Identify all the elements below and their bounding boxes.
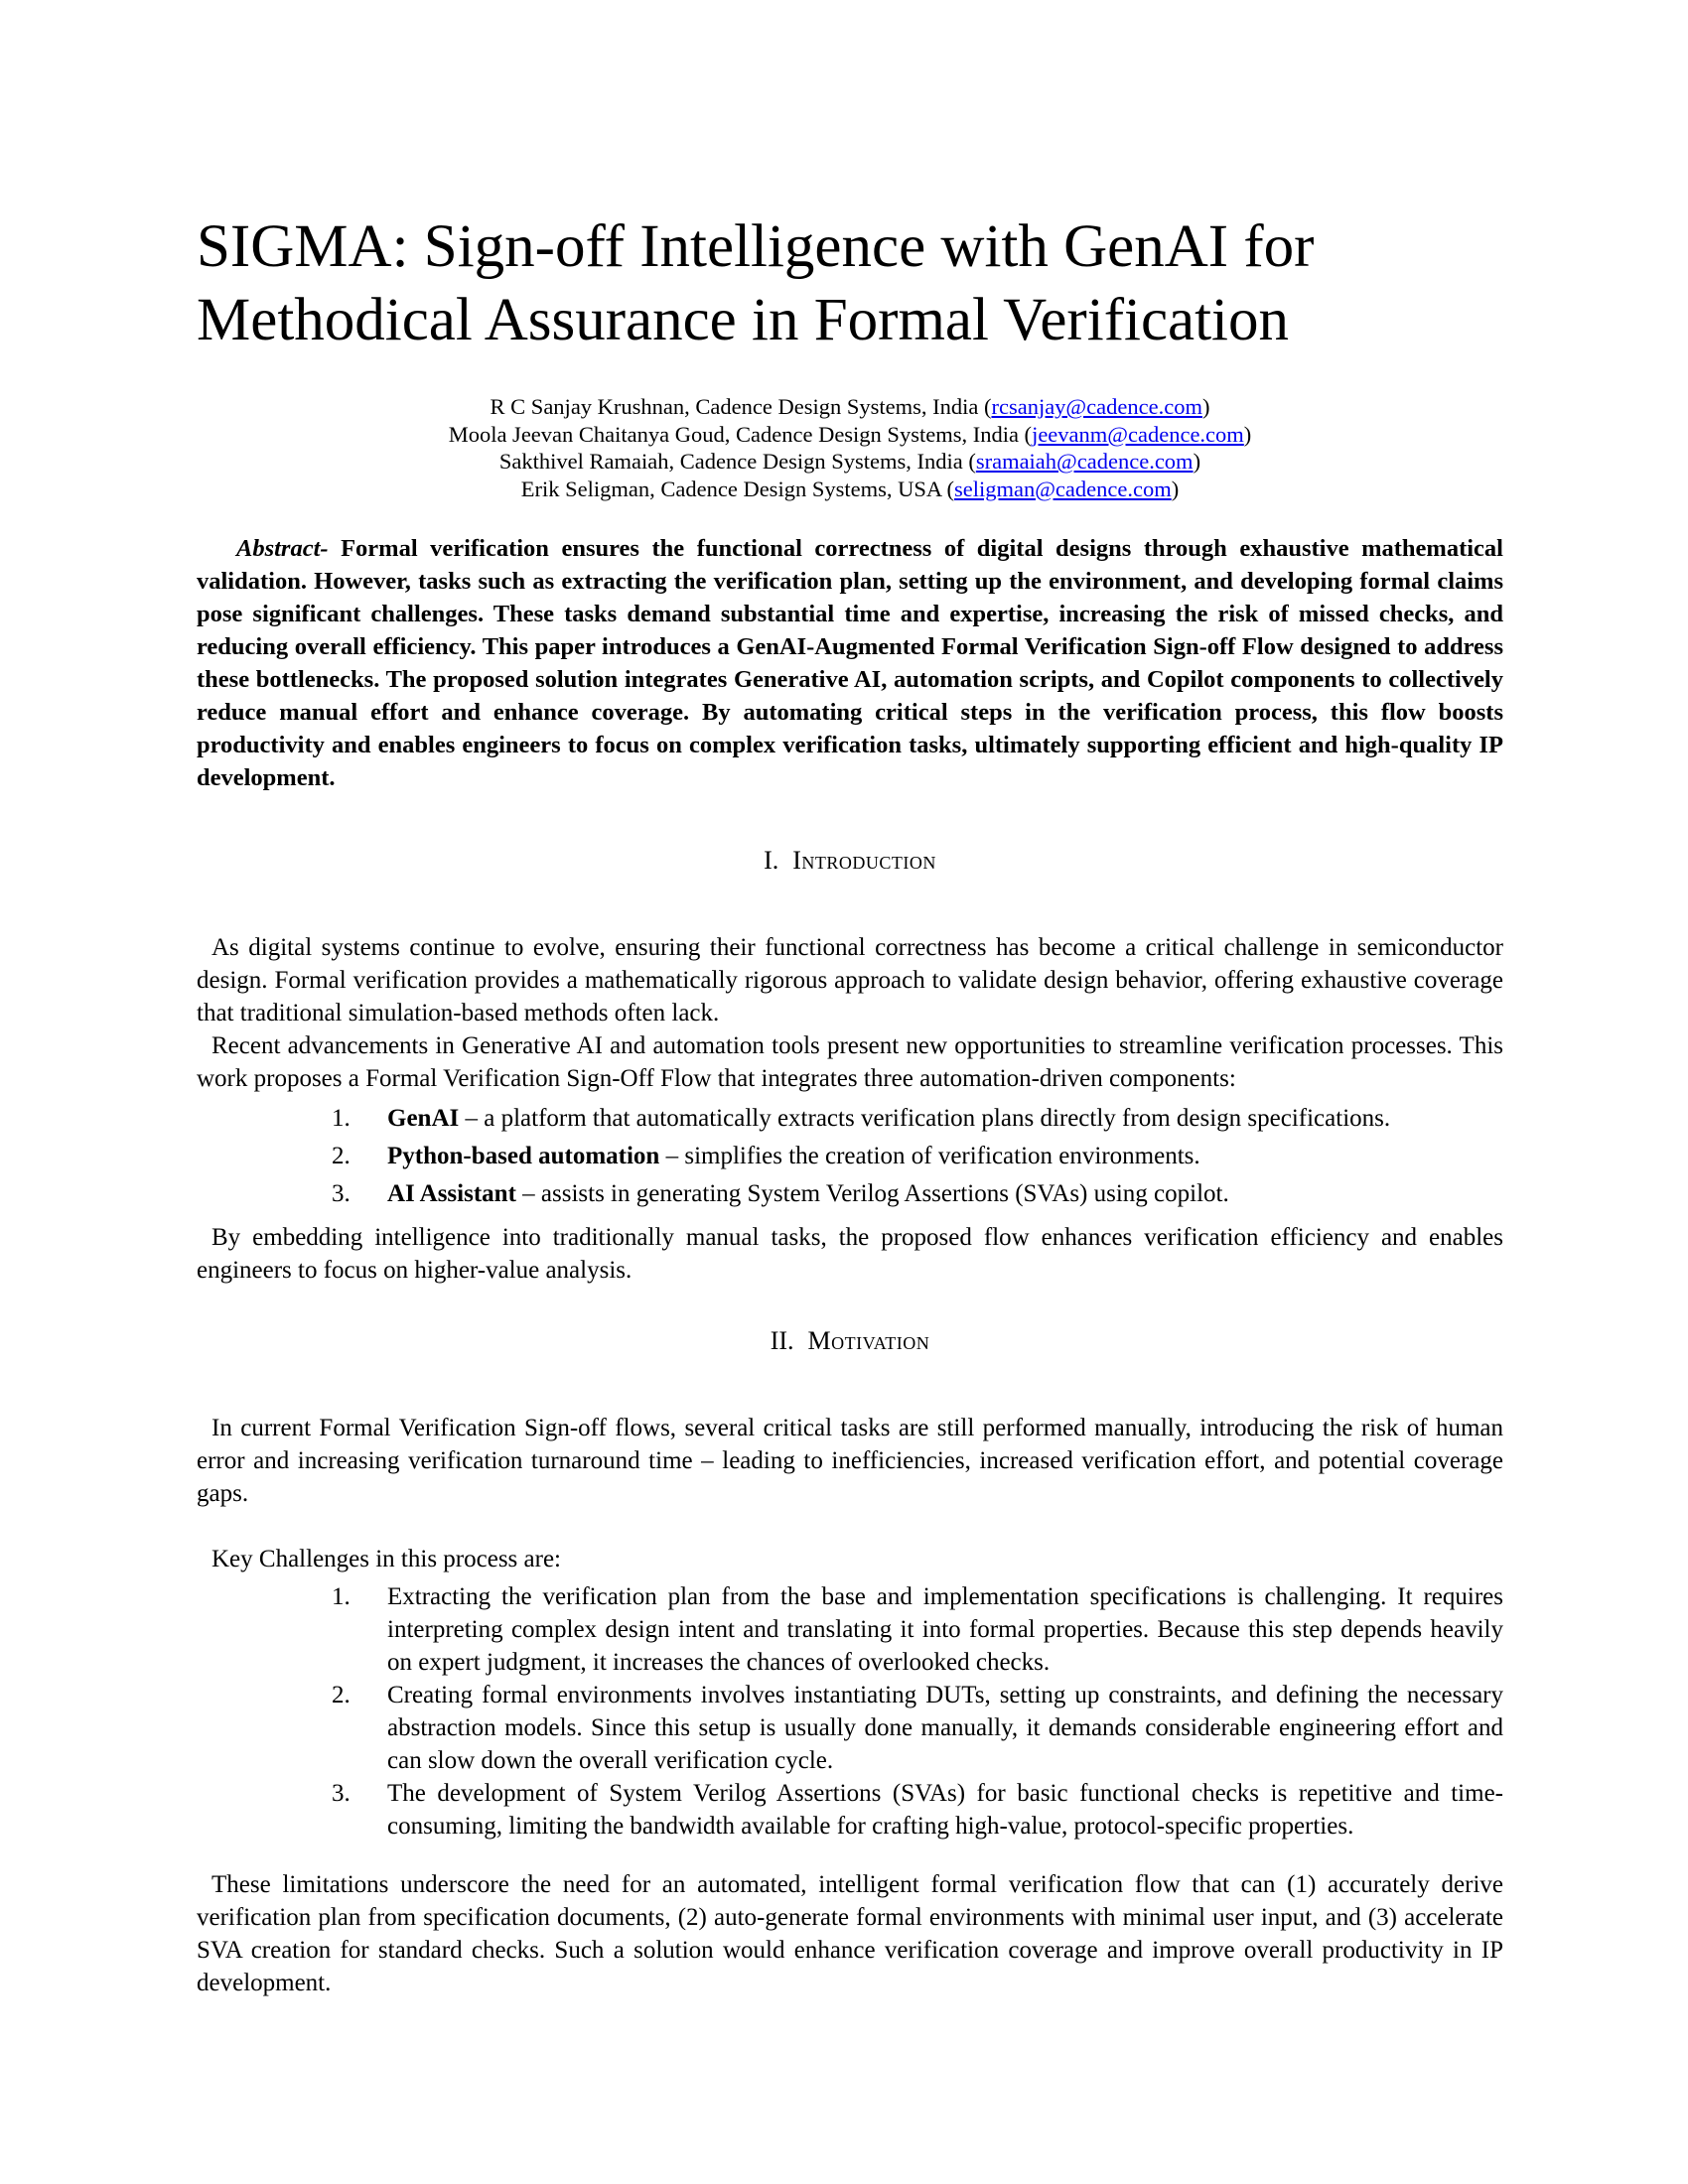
- list-item-number: 3.: [332, 1780, 351, 1807]
- author-line-close: ): [1171, 476, 1180, 501]
- list-item-text: The development of System Verilog Assertions (SVAs) for basic functional checks is repetitive and time-consuming, limiting the bandwidth available for crafting high-value, protocol-specific properties.: [387, 1780, 1503, 1840]
- motivation-paragraph-3: These limitations underscore the need for an automated, intelligent formal verification flow that can (1) accurately derive verification plan from specification documents, (2) auto-generate formal environments with minimal user input, and (3) accelerate SVA creation for standard checks. Such a solution would enhance verification coverage and improve overall productivity in IP development.: [197, 1871, 1503, 1996]
- list-item-text: [387, 1100, 1503, 1138]
- author-line-close: ): [1201, 394, 1210, 419]
- motivation-paragraph-1: In current Formal Verification Sign-off flows, several critical tasks are still performed manually, introducing the risk of human error and increasing verification turnaround time – leading to inefficiencies, increased verification effort, and potential coverage gaps.: [197, 1415, 1503, 1507]
- section-label: Motivation: [807, 1326, 930, 1355]
- abstract-label: Abstract-: [236, 535, 342, 562]
- paper-title-line-1: SIGMA: Sign-off Intelligence with GenAI for: [197, 213, 1315, 280]
- section-number: II.: [770, 1326, 794, 1355]
- key-challenges-lead: Key Challenges in this process are:: [211, 1546, 561, 1572]
- author-line: [197, 393, 1503, 421]
- author-name-affiliation: Moola Jeevan Chaitanya Goud, Cadence Design Systems, India (: [448, 421, 1033, 447]
- author-name-affiliation: Sakthivel Ramaiah, Cadence Design Systems, India (: [498, 449, 976, 474]
- list-item-text: [387, 1175, 1503, 1213]
- list-item-rest: – simplifies the creation of verification environments.: [659, 1143, 1200, 1169]
- list-item: [197, 1580, 1503, 1679]
- list-item-text: [387, 1138, 1503, 1175]
- email-link[interactable]: jeevanm@cadence.com: [1032, 421, 1244, 447]
- list-item: [197, 1175, 1503, 1213]
- list-item-term: AI Assistant: [387, 1180, 516, 1207]
- author-line-close: ): [1243, 421, 1252, 447]
- author-name-affiliation: Erik Seligman, Cadence Design Systems, USA (: [520, 476, 954, 501]
- list-item-number: 1.: [332, 1583, 351, 1610]
- list-item-rest: – assists in generating System Verilog Assertions (SVAs) using copilot.: [515, 1180, 1229, 1207]
- intro-paragraph-2: Recent advancements in Generative AI and automation tools present new opportunities to streamline verification processes. This work proposes a Formal Verification Sign-Off Flow that integrates three automation-driven components:: [197, 1032, 1503, 1092]
- email-link[interactable]: rcsanjay@cadence.com: [991, 394, 1202, 419]
- list-item-number: 3.: [332, 1180, 351, 1207]
- list-item-term: Python-based automation: [387, 1143, 660, 1169]
- author-line-close: ): [1193, 449, 1201, 474]
- list-item-number: 1.: [332, 1105, 351, 1132]
- list-item-rest: – a platform that automatically extracts verification plans directly from design specifications.: [459, 1105, 1391, 1132]
- key-challenges-list: [197, 1580, 1503, 1843]
- list-item-number: 2.: [332, 1143, 351, 1169]
- list-item: [197, 1100, 1503, 1138]
- list-item-number: 2.: [332, 1682, 351, 1708]
- section-number: I.: [764, 846, 779, 875]
- section-heading-motivation: [197, 1326, 1503, 1356]
- author-line: [197, 476, 1503, 503]
- author-line: [197, 448, 1503, 476]
- list-item-text: Extracting the verification plan from the base and implementation specifications is challenging. It requires interpreting complex design intent and translating it into formal properties. Because this step depends heavily on expert judgment, it increases the chances of overlooked checks.: [387, 1583, 1503, 1676]
- intro-paragraph-3: By embedding intelligence into traditionally manual tasks, the proposed flow enhances verification efficiency and enables engineers to focus on higher-value analysis.: [197, 1224, 1503, 1284]
- author-name-affiliation: R C Sanjay Krushnan, Cadence Design Systems, India (: [490, 394, 992, 419]
- paper-title-line-2: Methodical Assurance in Formal Verification: [197, 287, 1289, 353]
- section-label: Introduction: [792, 846, 936, 875]
- list-item-term: GenAI: [387, 1105, 460, 1132]
- email-link[interactable]: sramaiah@cadence.com: [975, 449, 1194, 474]
- author-block: [197, 393, 1503, 502]
- abstract-paragraph: [197, 532, 1503, 794]
- list-item-text: Creating formal environments involves instantiating DUTs, setting up constraints, and defining the necessary abstraction models. Since this setup is usually done manually, it demands considerable engineering effort and can slow down the overall verification cycle.: [387, 1682, 1503, 1774]
- author-line: [197, 421, 1503, 449]
- list-item: [197, 1138, 1503, 1175]
- abstract-text: Formal verification ensures the functional correctness of digital designs through exhaustive mathematical validation. However, tasks such as extracting the verification plan, setting up the environment, and developing formal claims pose significant challenges. These tasks demand substantial time and expertise, increasing the risk of missed checks, and reducing overall efficiency. This paper introduces a GenAI-Augmented Formal Verification Sign-off Flow designed to address these bottlenecks. The proposed solution integrates Generative AI, automation scripts, and Copilot components to collectively reduce manual effort and enhance coverage. By automating critical steps in the verification process, this flow boosts productivity and enables engineers to focus on complex verification tasks, ultimately supporting efficient and high-quality IP development.: [197, 535, 1503, 791]
- list-item: [197, 1777, 1503, 1843]
- intro-paragraph-1: As digital systems continue to evolve, ensuring their functional correctness has become a critical challenge in semiconductor design. Formal verification provides a mathematically rigorous approach to validate design behavior, offering exhaustive coverage that traditional simulation-based methods often lack.: [197, 934, 1503, 1026]
- list-item: [197, 1679, 1503, 1777]
- paper-title: [197, 0, 1503, 357]
- section-heading-introduction: [197, 846, 1503, 876]
- email-link[interactable]: seligman@cadence.com: [953, 476, 1172, 501]
- intro-components-list: [197, 1100, 1503, 1213]
